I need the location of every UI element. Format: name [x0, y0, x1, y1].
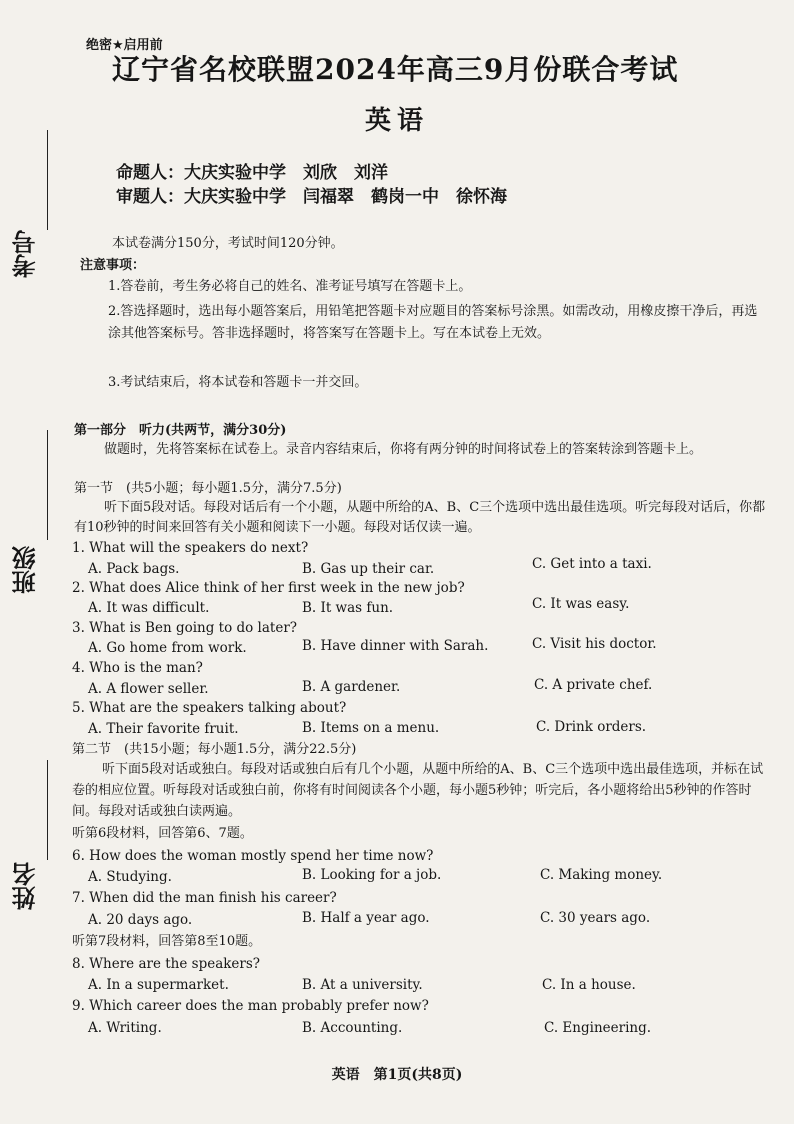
section2-title: 第二节 (共15小题；每小题1.5分，满分22.5分): [72, 742, 357, 757]
q8-option-b: B. At a university.: [302, 977, 423, 993]
confidential-mark: 绝密★启用前: [86, 38, 163, 53]
q5-option-b: B. Items on a menu.: [302, 720, 440, 736]
q8-option-a: A. In a supermarket.: [88, 977, 229, 993]
question-8: 8. Where are the speakers?: [72, 956, 261, 972]
q3-option-c: C. Visit his doctor.: [532, 636, 657, 652]
name-field: [14, 760, 54, 930]
q9-option-c: C. Engineering.: [544, 1020, 652, 1036]
question-4: 4. Who is the man?: [72, 660, 203, 676]
reviewers-line: 审题人：大庆实验中学 闫福翠 鹤岗一中 徐怀海: [116, 187, 507, 207]
class-field: [14, 430, 54, 600]
class-label: 班级: [12, 546, 40, 594]
q6-option-b: B. Looking for a job.: [302, 867, 442, 883]
part1-title: 第一部分 听力(共两节，满分30分): [74, 423, 287, 438]
exam-number-line: [47, 130, 48, 230]
q3-option-b: B. Have dinner with Sarah.: [302, 638, 489, 654]
q8-option-c: C. In a house.: [542, 977, 636, 993]
question-6: 6. How does the woman mostly spend her time now?: [72, 848, 434, 864]
q7-option-b: B. Half a year ago.: [302, 910, 430, 926]
q4-option-a: A. A flower seller.: [88, 681, 209, 697]
note-2: 2.答选择题时，选出每小题答案后，用铅笔把答题卡对应题目的答案标号涂黑。如需改动，用橡皮擦干净后，再选涂其他答案标号。答非选择题时，将答案写在答题卡上。写在本试卷上无效。: [108, 304, 758, 341]
exam-number-field: [14, 130, 54, 280]
notes-title: 注意事项：: [80, 258, 146, 273]
question-3: 3. What is Ben going to do later?: [72, 620, 298, 636]
q3-option-a: A. Go home from work.: [88, 640, 247, 656]
name-line: [47, 760, 48, 860]
q7-option-c: C. 30 years ago.: [540, 910, 651, 926]
q4-option-b: B. A gardener.: [302, 679, 401, 695]
q4-option-c: C. A private chef.: [534, 677, 653, 693]
question-5: 5. What are the speakers talking about?: [72, 700, 347, 716]
part1-instruction: 做题时，先将答案标在试卷上。录音内容结束后，你将有两分钟的时间将试卷上的答案转涂到答题卡上。: [104, 442, 703, 457]
q5-option-a: A. Their favorite fruit.: [88, 721, 239, 737]
note-1: 1.答卷前，考生务必将自己的姓名、准考证号填写在答题卡上。: [108, 279, 472, 294]
note-3: 3.考试结束后，将本试卷和答题卡一并交回。: [108, 375, 368, 390]
q5-option-c: C. Drink orders.: [536, 719, 647, 735]
name-label: 姓名: [12, 862, 40, 910]
q1-option-a: A. Pack bags.: [88, 561, 180, 577]
material-6-note: 听第6段材料，回答第6、7题。: [72, 826, 253, 841]
class-line: [47, 430, 48, 540]
q9-option-a: A. Writing.: [88, 1020, 162, 1036]
subject-title: 英语: [364, 106, 429, 136]
page-footer: 英语 第1页(共8页): [331, 1067, 463, 1083]
material-7-note: 听第7段材料，回答第8至10题。: [72, 934, 262, 949]
q7-option-a: A. 20 days ago.: [88, 912, 193, 928]
question-2: 2. What does Alice think of her first week in the new job?: [72, 580, 465, 596]
q1-option-c: C. Get into a taxi.: [532, 556, 652, 572]
authors-line: 命题人：大庆实验中学 刘欣 刘洋: [116, 163, 388, 183]
q6-option-c: C. Making money.: [540, 867, 663, 883]
exam-title: 辽宁省名校联盟2024年高三9月份联合考试: [112, 53, 679, 86]
question-9: 9. Which career does the man probably prefer now?: [72, 998, 429, 1014]
q9-option-b: B. Accounting.: [302, 1020, 403, 1036]
score-time-note: 本试卷满分150分，考试时间120分钟。: [112, 236, 344, 251]
q2-option-b: B. It was fun.: [302, 600, 394, 616]
q1-option-b: B. Gas up their car.: [302, 561, 435, 577]
section1-instruction: 听下面5段对话。每段对话后有一个小题，从题中所给的A、B、C三个选项中选出最佳选项。听完每段对话后，你都有10秒钟的时间来回答有关小题和阅读下一小题。每段对话仅读一遍。: [74, 500, 766, 535]
q2-option-a: A. It was difficult.: [88, 600, 210, 616]
q6-option-a: A. Studying.: [88, 869, 172, 885]
section2-instruction: 听下面5段对话或独白。每段对话或独白后有几个小题，从题中所给的A、B、C三个选项中选出最佳选项，并标在试卷的相应位置。听每段对话或独白前，你将有时间阅读各个小题，每小题5秒钟；听完后，各小题将给出5秒钟的作答时间。每段对话或独白读两遍。: [72, 762, 764, 819]
question-7: 7. When did the man finish his career?: [72, 890, 337, 906]
section1-title: 第一节 (共5小题；每小题1.5分，满分7.5分): [74, 481, 342, 496]
q2-option-c: C. It was easy.: [532, 596, 630, 612]
question-1: 1. What will the speakers do next?: [72, 540, 309, 556]
exam-number-label: 考号: [12, 230, 40, 278]
